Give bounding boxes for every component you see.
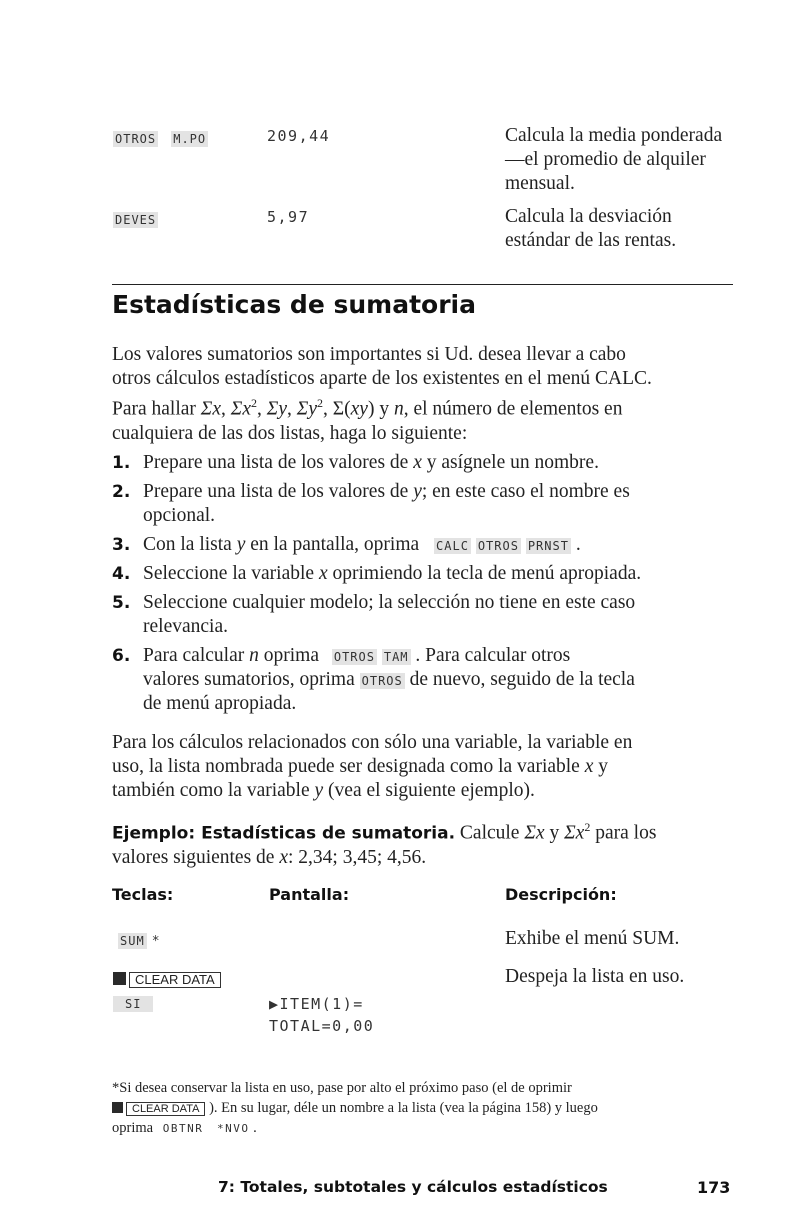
intro-line: cualquiera de las dos listas, haga lo siguiente: [112, 422, 468, 444]
table-row-3-display [269, 993, 374, 1037]
display-line-1: ▶ITEM(1)= [269, 995, 364, 1013]
top-row-1-display: 209,44 [267, 127, 331, 145]
step-6: 6. Para calcular n oprima OTROS TAM . Para calcular otros valores sumatorios, oprima OTROS de nuevo, seguido de la tecla de menú apropiada. [112, 645, 635, 714]
menu-key-nvo: *NVO [216, 1122, 250, 1135]
footnote-mark: * [151, 934, 162, 949]
table-row-2-description: Despeja la lista en uso. [505, 966, 685, 987]
paragraph-variables: Para los cálculos relacionados con sólo una variable, la variable en uso, la lista nombrada puede ser designada como la variable x y también como la variable y (vea el siguiente ejemplo). [112, 732, 633, 801]
intro-line: otros cálculos estadísticos aparte de los existentes en el menú CALC. [112, 368, 652, 389]
shift-key-icon [113, 972, 126, 985]
menu-key-otros: OTROS [115, 132, 157, 146]
example-paragraph: Ejemplo: Estadísticas de sumatoria. Calcule Σx y $\Sigma x^2$ para los valores siguientes de x: 2,34; 3,45; 4,56. [112, 820, 657, 868]
step-3: 3. Con la lista y en la pantalla, oprima CALC OTROS PRNST . [112, 534, 581, 555]
menu-key-prnst: PRNST [527, 539, 569, 553]
top-row-2-display: 5,97 [267, 208, 310, 226]
section-title: Estadísticas de sumatoria [112, 290, 476, 319]
shift-key-icon [112, 1102, 123, 1113]
steps-list [112, 451, 737, 716]
intro-line: Los valores sumatorios son importantes si Ud. desea llevar a cabo [112, 344, 626, 365]
table-row-2-keys [113, 969, 221, 988]
top-row-2-description: Calcula la desviación estándar de las rentas. [505, 206, 677, 251]
menu-key-si: SI [113, 996, 153, 1012]
chapter-title: 7: Totales, subtotales y cálculos estadísticos [218, 1178, 608, 1196]
table-row-1-description: Exhibe el menú SUM. [505, 928, 680, 949]
footnote: *Si desea conservar la lista en uso, pase por alto el próximo paso (el de oprimir CLEAR DATA ). En su lugar, déle un nombre a la lista (vea la página 158) y luego oprima OBTNR *NVO . [112, 1080, 598, 1136]
menu-key-calc: CALC [436, 539, 469, 553]
table-row-3-keys [113, 993, 153, 1012]
step-4: 4. Seleccione la variable x oprimiendo la tecla de menú apropiada. [112, 563, 642, 584]
top-row-2-keys [113, 209, 158, 228]
menu-key-otros: OTROS [361, 674, 403, 688]
menu-key-tam: TAM [383, 650, 409, 664]
step-5: 5. Seleccione cualquier modelo; la selección no tiene en este caso relevancia. [112, 592, 636, 637]
top-row-1-keys [113, 128, 208, 147]
page-number: 173 [697, 1178, 731, 1197]
intro-line: Para hallar Σx, $\Sigma x^2$, Σy, $\Sigma y^2$, Σ(xy) y n, el número de elementos en [112, 396, 623, 420]
menu-key-deves: DEVES [115, 213, 157, 227]
section-divider [112, 284, 733, 285]
menu-key-sum: SUM [120, 934, 145, 948]
intro-paragraph [112, 343, 737, 446]
top-row-1-description: Calcula la media ponderada —el promedio de alquiler mensual. [505, 125, 723, 194]
menu-key-mpo: M.PO [173, 132, 207, 146]
menu-key-otros: OTROS [477, 539, 519, 553]
step-2: 2. Prepare una lista de los valores de y; en este caso el nombre es opcional. [112, 481, 630, 526]
clear-data-key: CLEAR DATA [126, 1102, 205, 1116]
menu-key-obtnr: OBTNR [162, 1122, 204, 1135]
table-row-1-keys [118, 930, 161, 949]
step-1: 1. Prepare una lista de los valores de x y asígnele un nombre. [112, 452, 599, 473]
example-label: Ejemplo: Estadísticas de sumatoria. [112, 823, 456, 844]
header-descripcion: Descripción: [505, 885, 617, 904]
clear-data-key: CLEAR DATA [129, 972, 221, 988]
display-line-2: TOTAL=0,00 [269, 1017, 375, 1035]
header-teclas: Teclas: [112, 885, 174, 904]
menu-key-otros: OTROS [333, 650, 375, 664]
header-pantalla: Pantalla: [269, 885, 350, 904]
